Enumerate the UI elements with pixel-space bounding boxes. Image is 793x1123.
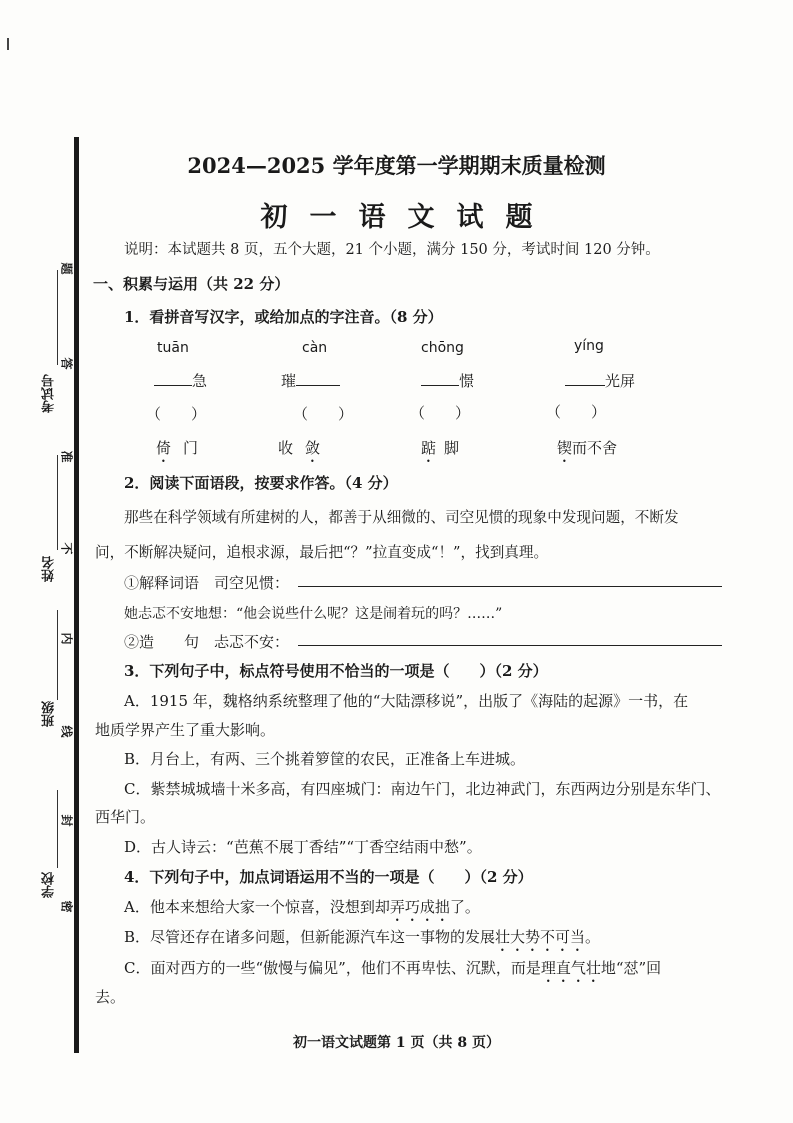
section-heading: 一、积累与运用（共 22 分） [93,275,290,293]
exam-number-label: 考试号 [42,374,57,413]
sub-question-2-label: ②造 句 忐忑不安： [124,633,290,651]
answer-item: 璀 [281,370,340,391]
seal-char: 答 [59,357,74,370]
question-3-stem: 3．下列句子中，标点符号使用不恰当的一项是（ ）（2 分） [124,662,548,680]
pinyin: yíng [574,338,604,354]
school-line [57,790,58,868]
class-label: 班级 [42,701,57,727]
answer-line[interactable] [298,645,722,646]
subject-title: 初一语文试题 [260,202,555,233]
question-4-stem: 4．下列句子中，加点词语运用不当的一项是（ ）（2 分） [124,868,533,886]
seal-char: 密 [59,900,74,913]
answer-blank[interactable] [421,370,459,386]
option-c-cont: 去。 [95,988,126,1006]
page-footer: 初一语文试题第 1 页（共 8 页） [293,1035,500,1051]
answer-blank[interactable] [565,370,605,386]
option-a: A．1915 年，魏格纳系统整理了他的“大陆漂移说”，出版了《海陆的起源》一书，在 [124,692,689,710]
answer-item: 光屏 [565,370,635,391]
pinyin: chōng [421,340,464,356]
pinyin-answer-paren[interactable]: （ ） [546,403,607,421]
seal-char: 线 [59,725,74,738]
option-a: A．他本来想给大家一个惊喜，没想到却弄巧成拙了。 [124,898,480,916]
class-line [57,610,58,700]
pinyin: tuān [157,340,189,356]
option-d: D．古人诗云：“芭蕉不展丁香结”“丁香空结雨中愁”。 [124,838,482,856]
option-c-cont: 西华门。 [95,808,156,826]
seal-char: 准 [59,450,74,463]
option-b: B．月台上，有两、三个挑着箩筐的农民，正准备上车进城。 [124,750,526,768]
dotted-word: 锲而不舍 [557,439,618,457]
answer-blank[interactable] [154,370,192,386]
option-c: C．紫禁城城墙十米多高，有四座城门：南边午门，北边神武门，东西两边分别是东华门、 [124,780,721,798]
option-c: C．面对西方的一些“傲慢与偏见”，他们不再卑怯、沉默，而是理直气壮地“怼”回 [124,959,662,977]
seal-char: 题 [59,262,74,275]
instructions: 说明：本试题共 8 页，五个大题，21 个小题，满分 150 分，考试时间 120 分钟。 [124,242,660,258]
school-label: 学校 [42,872,57,898]
option-a-cont: 地质学界产生了重大影响。 [95,721,276,739]
example-sentence: 她忐忑不安地想：“他会说些什么呢？这是闹着玩的吗？……” [124,606,503,622]
answer-blank[interactable] [296,370,340,386]
dotted-word: 收敛 [278,439,333,457]
exam-number-line [57,270,58,365]
option-b: B．尽管还存在诸多问题，但新能源汽车这一事物的发展壮大势不可当。 [124,928,601,946]
seal-char: 不 [59,542,74,555]
pinyin-answer-paren[interactable]: （ ） [410,404,471,422]
seal-char: 内 [59,632,74,645]
exam-title: 2024—2025 学年度第一学期期末质量检测 [187,153,606,178]
name-line [57,455,58,550]
question-1-stem: 1．看拼音写汉字，或给加点的字注音。（8 分） [124,308,443,326]
passage-line: 问，不断解决疑问，追根求源，最后把“？”拉直变成“！”，找到真理。 [95,544,549,561]
name-label: 姓名 [42,556,57,582]
pinyin-answer-paren[interactable]: （ ） [293,405,354,423]
dotted-word: 踮脚 [421,439,468,457]
pinyin-answer-paren[interactable]: （ ） [146,405,207,423]
dotted-word: 倚门 [156,439,211,457]
sub-question-1-label: ①解释词语 司空见惯： [124,574,290,592]
scan-mark [7,38,9,50]
question-2-stem: 2．阅读下面语段，按要求作答。（4 分） [124,474,398,492]
pinyin: càn [302,340,328,356]
passage-line: 那些在科学领域有所建树的人，都善于从细微的、司空见惯的现象中发现问题，不断发 [124,509,679,526]
answer-item: 急 [154,370,207,391]
seal-char: 封 [59,814,74,827]
answer-line[interactable] [298,586,722,587]
answer-item: 憬 [421,370,474,391]
